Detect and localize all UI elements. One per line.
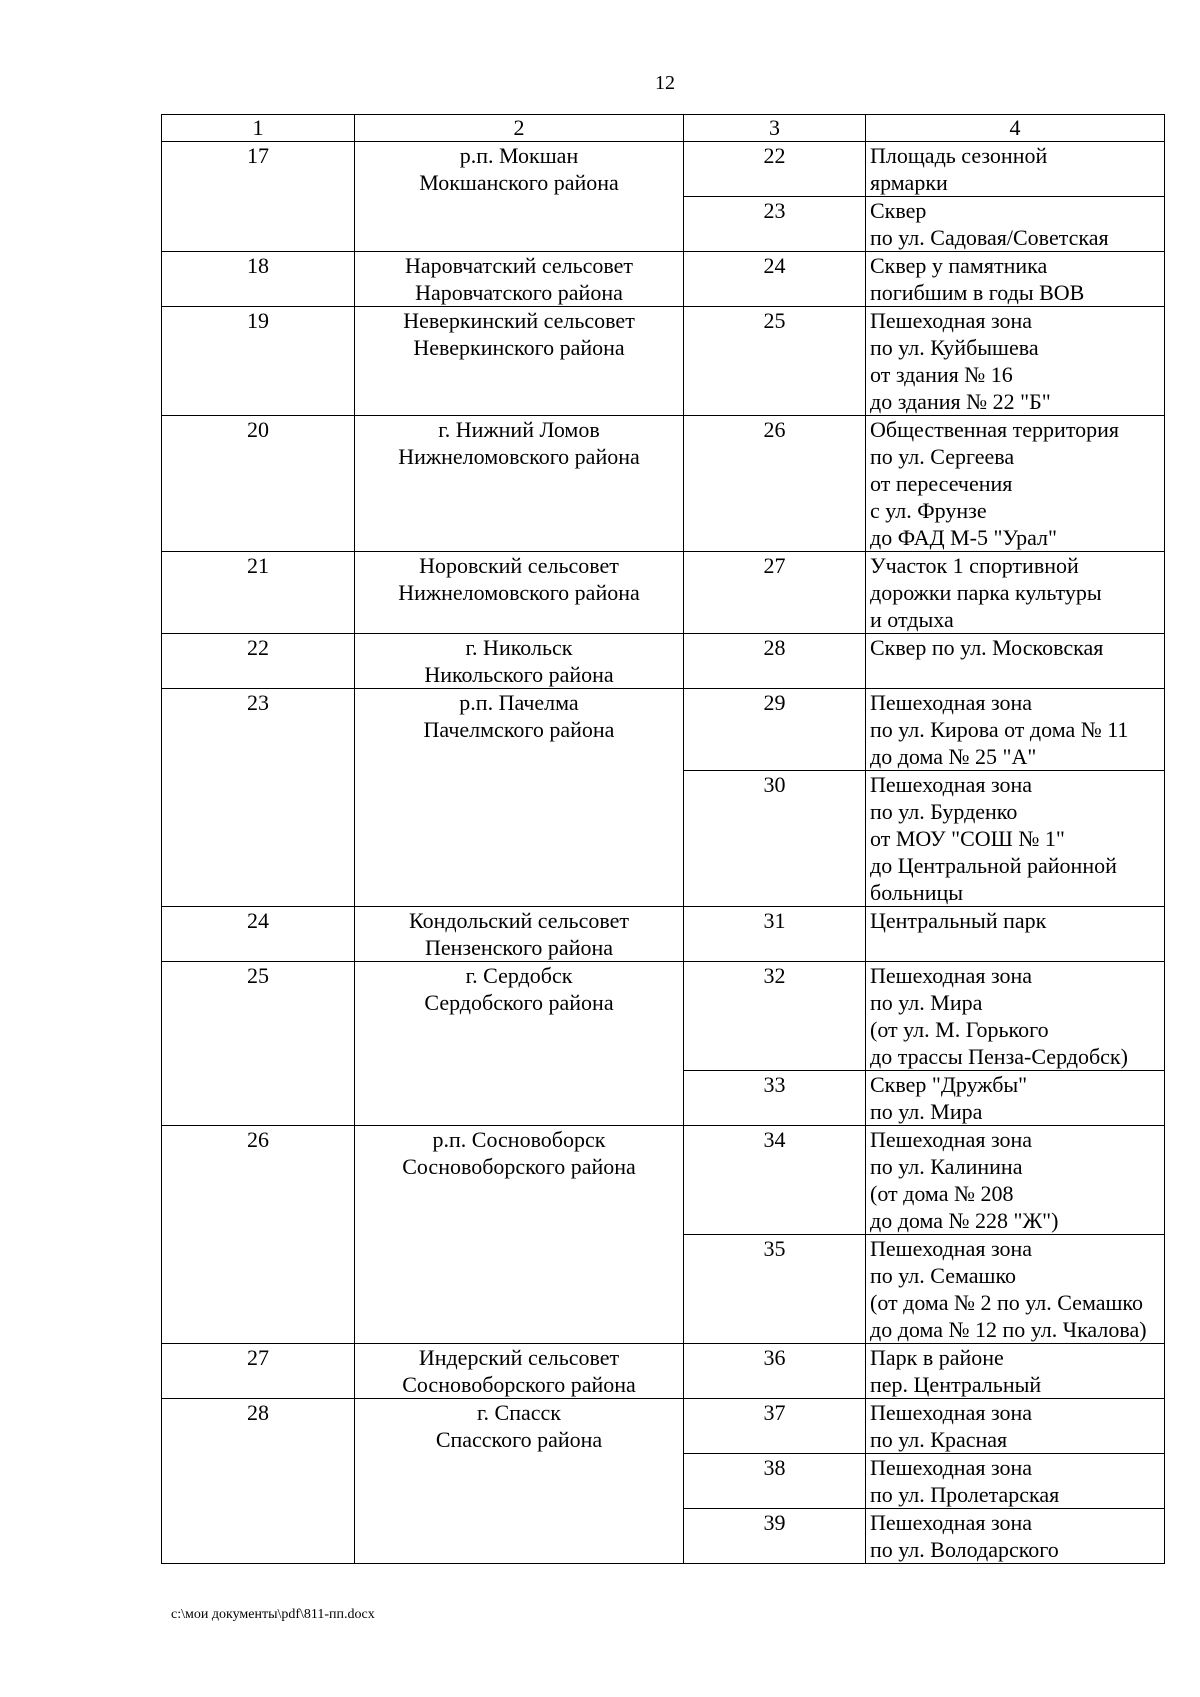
- description-line: Сквер: [870, 198, 927, 223]
- settlement-line: г. Никольск: [465, 635, 573, 660]
- territory-description-cell: [866, 907, 1165, 962]
- row-number-cell: 26: [162, 1126, 355, 1344]
- territory-description-cell: [866, 1344, 1165, 1399]
- header-cell-2: 2: [355, 115, 684, 142]
- description-line: Сквер у памятника: [870, 253, 1048, 278]
- table-row: [162, 1399, 1165, 1454]
- territory-description-cell: [866, 689, 1165, 771]
- description-line: больницы: [870, 880, 964, 905]
- row-number-cell: 28: [162, 1399, 355, 1564]
- territory-number-cell: 24: [684, 252, 866, 307]
- description-line: от МОУ "СОШ № 1": [870, 826, 1065, 851]
- description-line: (от дома № 208: [870, 1181, 1014, 1206]
- description-line: Пешеходная зона: [870, 308, 1033, 333]
- table-row: [162, 307, 1165, 416]
- header-cell-3: 3: [684, 115, 866, 142]
- territory-number-cell: 29: [684, 689, 866, 771]
- settlement-cell: [355, 416, 684, 552]
- description-line: (от дома № 2 по ул. Семашко: [870, 1290, 1143, 1315]
- territory-number-cell: 30: [684, 771, 866, 907]
- table-row: [162, 1344, 1165, 1399]
- territory-number-cell: 34: [684, 1126, 866, 1235]
- description-line: Сквер по ул. Московская: [870, 635, 1104, 660]
- settlement-line: Неверкинский сельсовет: [403, 308, 635, 333]
- row-number-cell: 24: [162, 907, 355, 962]
- settlement-line: Неверкинского района: [413, 335, 625, 360]
- description-line: с ул. Фрунзе: [870, 498, 987, 523]
- territory-number-cell: 25: [684, 307, 866, 416]
- territory-description-cell: [866, 962, 1165, 1071]
- description-line: по ул. Садовая/Советская: [870, 225, 1109, 250]
- territory-number-cell: 33: [684, 1071, 866, 1126]
- settlement-line: Кондольский сельсовет: [409, 908, 629, 933]
- settlement-cell: [355, 307, 684, 416]
- description-line: Площадь сезонной: [870, 143, 1048, 168]
- settlement-cell: [355, 962, 684, 1126]
- settlement-line: г. Нижний Ломов: [438, 417, 600, 442]
- description-line: по ул. Сергеева: [870, 444, 1015, 469]
- territory-number-cell: 39: [684, 1509, 866, 1564]
- settlement-cell: [355, 634, 684, 689]
- territory-description-cell: [866, 307, 1165, 416]
- settlement-cell: [355, 142, 684, 252]
- territory-description-cell: [866, 1126, 1165, 1235]
- settlement-line: Спасского района: [435, 1427, 603, 1452]
- description-line: Пешеходная зона: [870, 772, 1033, 797]
- description-line: (от ул. М. Горького: [870, 1017, 1049, 1042]
- territory-description-cell: [866, 1235, 1165, 1344]
- territory-number-cell: 38: [684, 1454, 866, 1509]
- description-line: по ул. Пролетарская: [870, 1482, 1060, 1507]
- header-cell-1: 1: [162, 115, 355, 142]
- table-row: [162, 552, 1165, 634]
- territory-number-cell: 28: [684, 634, 866, 689]
- description-line: по ул. Куйбышева: [870, 335, 1039, 360]
- table-row: [162, 689, 1165, 771]
- page-number: 12: [655, 72, 675, 94]
- description-line: по ул. Кирова от дома № 11: [870, 717, 1129, 742]
- description-line: Пешеходная зона: [870, 1236, 1033, 1261]
- description-line: до трассы Пенза-Сердобск): [870, 1044, 1128, 1069]
- row-number-cell: 21: [162, 552, 355, 634]
- table-row: [162, 634, 1165, 689]
- description-line: до здания № 22 "Б": [870, 389, 1051, 414]
- description-line: Сквер "Дружбы": [870, 1072, 1028, 1097]
- territory-number-cell: 36: [684, 1344, 866, 1399]
- file-path-footer: c:\мои документы\pdf\811-пп.docx: [171, 1607, 375, 1622]
- territory-number-cell: 27: [684, 552, 866, 634]
- description-line: до дома № 12 по ул. Чкалова): [870, 1317, 1147, 1342]
- description-line: Пешеходная зона: [870, 1400, 1033, 1425]
- table-row: [162, 416, 1165, 552]
- territory-number-cell: 32: [684, 962, 866, 1071]
- description-line: и отдыха: [870, 607, 954, 632]
- territory-description-cell: [866, 416, 1165, 552]
- settlement-line: Сосновоборского района: [402, 1372, 636, 1397]
- territories-table: [161, 114, 1165, 1564]
- settlement-line: р.п. Пачелма: [459, 690, 579, 715]
- settlement-line: Нижнеломовского района: [398, 444, 640, 469]
- description-line: по ул. Володарского: [870, 1537, 1059, 1562]
- settlement-line: Нижнеломовского района: [398, 580, 640, 605]
- description-line: от пересечения: [870, 471, 1013, 496]
- header-row: [162, 115, 1165, 142]
- description-line: по ул. Мира: [870, 1099, 983, 1124]
- description-line: Пешеходная зона: [870, 1510, 1033, 1535]
- description-line: Пешеходная зона: [870, 1455, 1033, 1480]
- description-line: до ФАД М-5 "Урал": [870, 525, 1058, 550]
- territory-number-cell: 26: [684, 416, 866, 552]
- settlement-line: Никольского района: [424, 662, 614, 687]
- territory-number-cell: 23: [684, 197, 866, 252]
- territory-description-cell: [866, 252, 1165, 307]
- territory-number-cell: 22: [684, 142, 866, 197]
- description-line: по ул. Мира: [870, 990, 983, 1015]
- table-row: [162, 962, 1165, 1071]
- settlement-cell: [355, 1344, 684, 1399]
- territory-description-cell: [866, 1454, 1165, 1509]
- settlement-line: Пензенского района: [424, 935, 614, 960]
- settlement-line: р.п. Сосновоборск: [432, 1127, 606, 1152]
- table-row: [162, 907, 1165, 962]
- description-line: Центральный парк: [870, 908, 1047, 933]
- territory-description-cell: [866, 1509, 1165, 1564]
- row-number-cell: 19: [162, 307, 355, 416]
- table-row: [162, 1126, 1165, 1235]
- description-line: по ул. Бурденко: [870, 799, 1018, 824]
- description-line: до дома № 228 "Ж"): [870, 1208, 1059, 1233]
- description-line: по ул. Семашко: [870, 1263, 1017, 1288]
- row-number-cell: 25: [162, 962, 355, 1126]
- description-line: до Центральной районной: [870, 853, 1117, 878]
- territory-description-cell: [866, 552, 1165, 634]
- description-line: по ул. Красная: [870, 1427, 1008, 1452]
- row-number-cell: 23: [162, 689, 355, 907]
- table-row: [162, 252, 1165, 307]
- territory-description-cell: [866, 1071, 1165, 1126]
- settlement-line: Норовский сельсовет: [419, 553, 619, 578]
- territory-number-cell: 37: [684, 1399, 866, 1454]
- settlement-cell: [355, 907, 684, 962]
- settlement-cell: [355, 1126, 684, 1344]
- description-line: Пешеходная зона: [870, 690, 1033, 715]
- settlement-line: Индерский сельсовет: [418, 1345, 620, 1370]
- description-line: до дома № 25 "А": [870, 744, 1037, 769]
- settlement-cell: [355, 252, 684, 307]
- settlement-line: р.п. Мокшан: [459, 143, 579, 168]
- description-line: Участок 1 спортивной: [870, 553, 1079, 578]
- settlement-line: Сердобского района: [424, 990, 614, 1015]
- description-line: погибшим в годы ВОВ: [870, 280, 1085, 305]
- settlement-line: Сосновоборского района: [402, 1154, 636, 1179]
- settlement-line: Мокшанского района: [419, 170, 619, 195]
- settlement-line: г. Спасск: [477, 1400, 561, 1425]
- description-line: ярмарки: [870, 170, 948, 195]
- description-line: по ул. Калинина: [870, 1154, 1023, 1179]
- settlement-cell: [355, 1399, 684, 1564]
- territory-description-cell: [866, 197, 1165, 252]
- settlement-cell: [355, 689, 684, 907]
- row-number-cell: 22: [162, 634, 355, 689]
- table-row: [162, 142, 1165, 197]
- description-line: Общественная территория: [870, 417, 1120, 442]
- territory-description-cell: [866, 634, 1165, 689]
- territory-number-cell: 35: [684, 1235, 866, 1344]
- row-number-cell: 27: [162, 1344, 355, 1399]
- settlement-line: Пачелмского района: [423, 717, 615, 742]
- territory-description-cell: [866, 1399, 1165, 1454]
- description-line: Парк в районе: [870, 1345, 1004, 1370]
- territory-description-cell: [866, 142, 1165, 197]
- description-line: от здания № 16: [870, 362, 1013, 387]
- territory-description-cell: [866, 771, 1165, 907]
- description-line: Пешеходная зона: [870, 1127, 1033, 1152]
- territory-number-cell: 31: [684, 907, 866, 962]
- header-cell-4: 4: [866, 115, 1165, 142]
- settlement-line: Наровчатский сельсовет: [404, 253, 634, 278]
- description-line: Пешеходная зона: [870, 963, 1033, 988]
- settlement-line: Наровчатского района: [415, 280, 623, 305]
- description-line: дорожки парка культуры: [870, 580, 1102, 605]
- description-line: пер. Центральный: [870, 1372, 1042, 1397]
- table-body: [162, 115, 1165, 1564]
- row-number-cell: 20: [162, 416, 355, 552]
- row-number-cell: 17: [162, 142, 355, 252]
- row-number-cell: 18: [162, 252, 355, 307]
- settlement-cell: [355, 552, 684, 634]
- settlement-line: г. Сердобск: [465, 963, 573, 988]
